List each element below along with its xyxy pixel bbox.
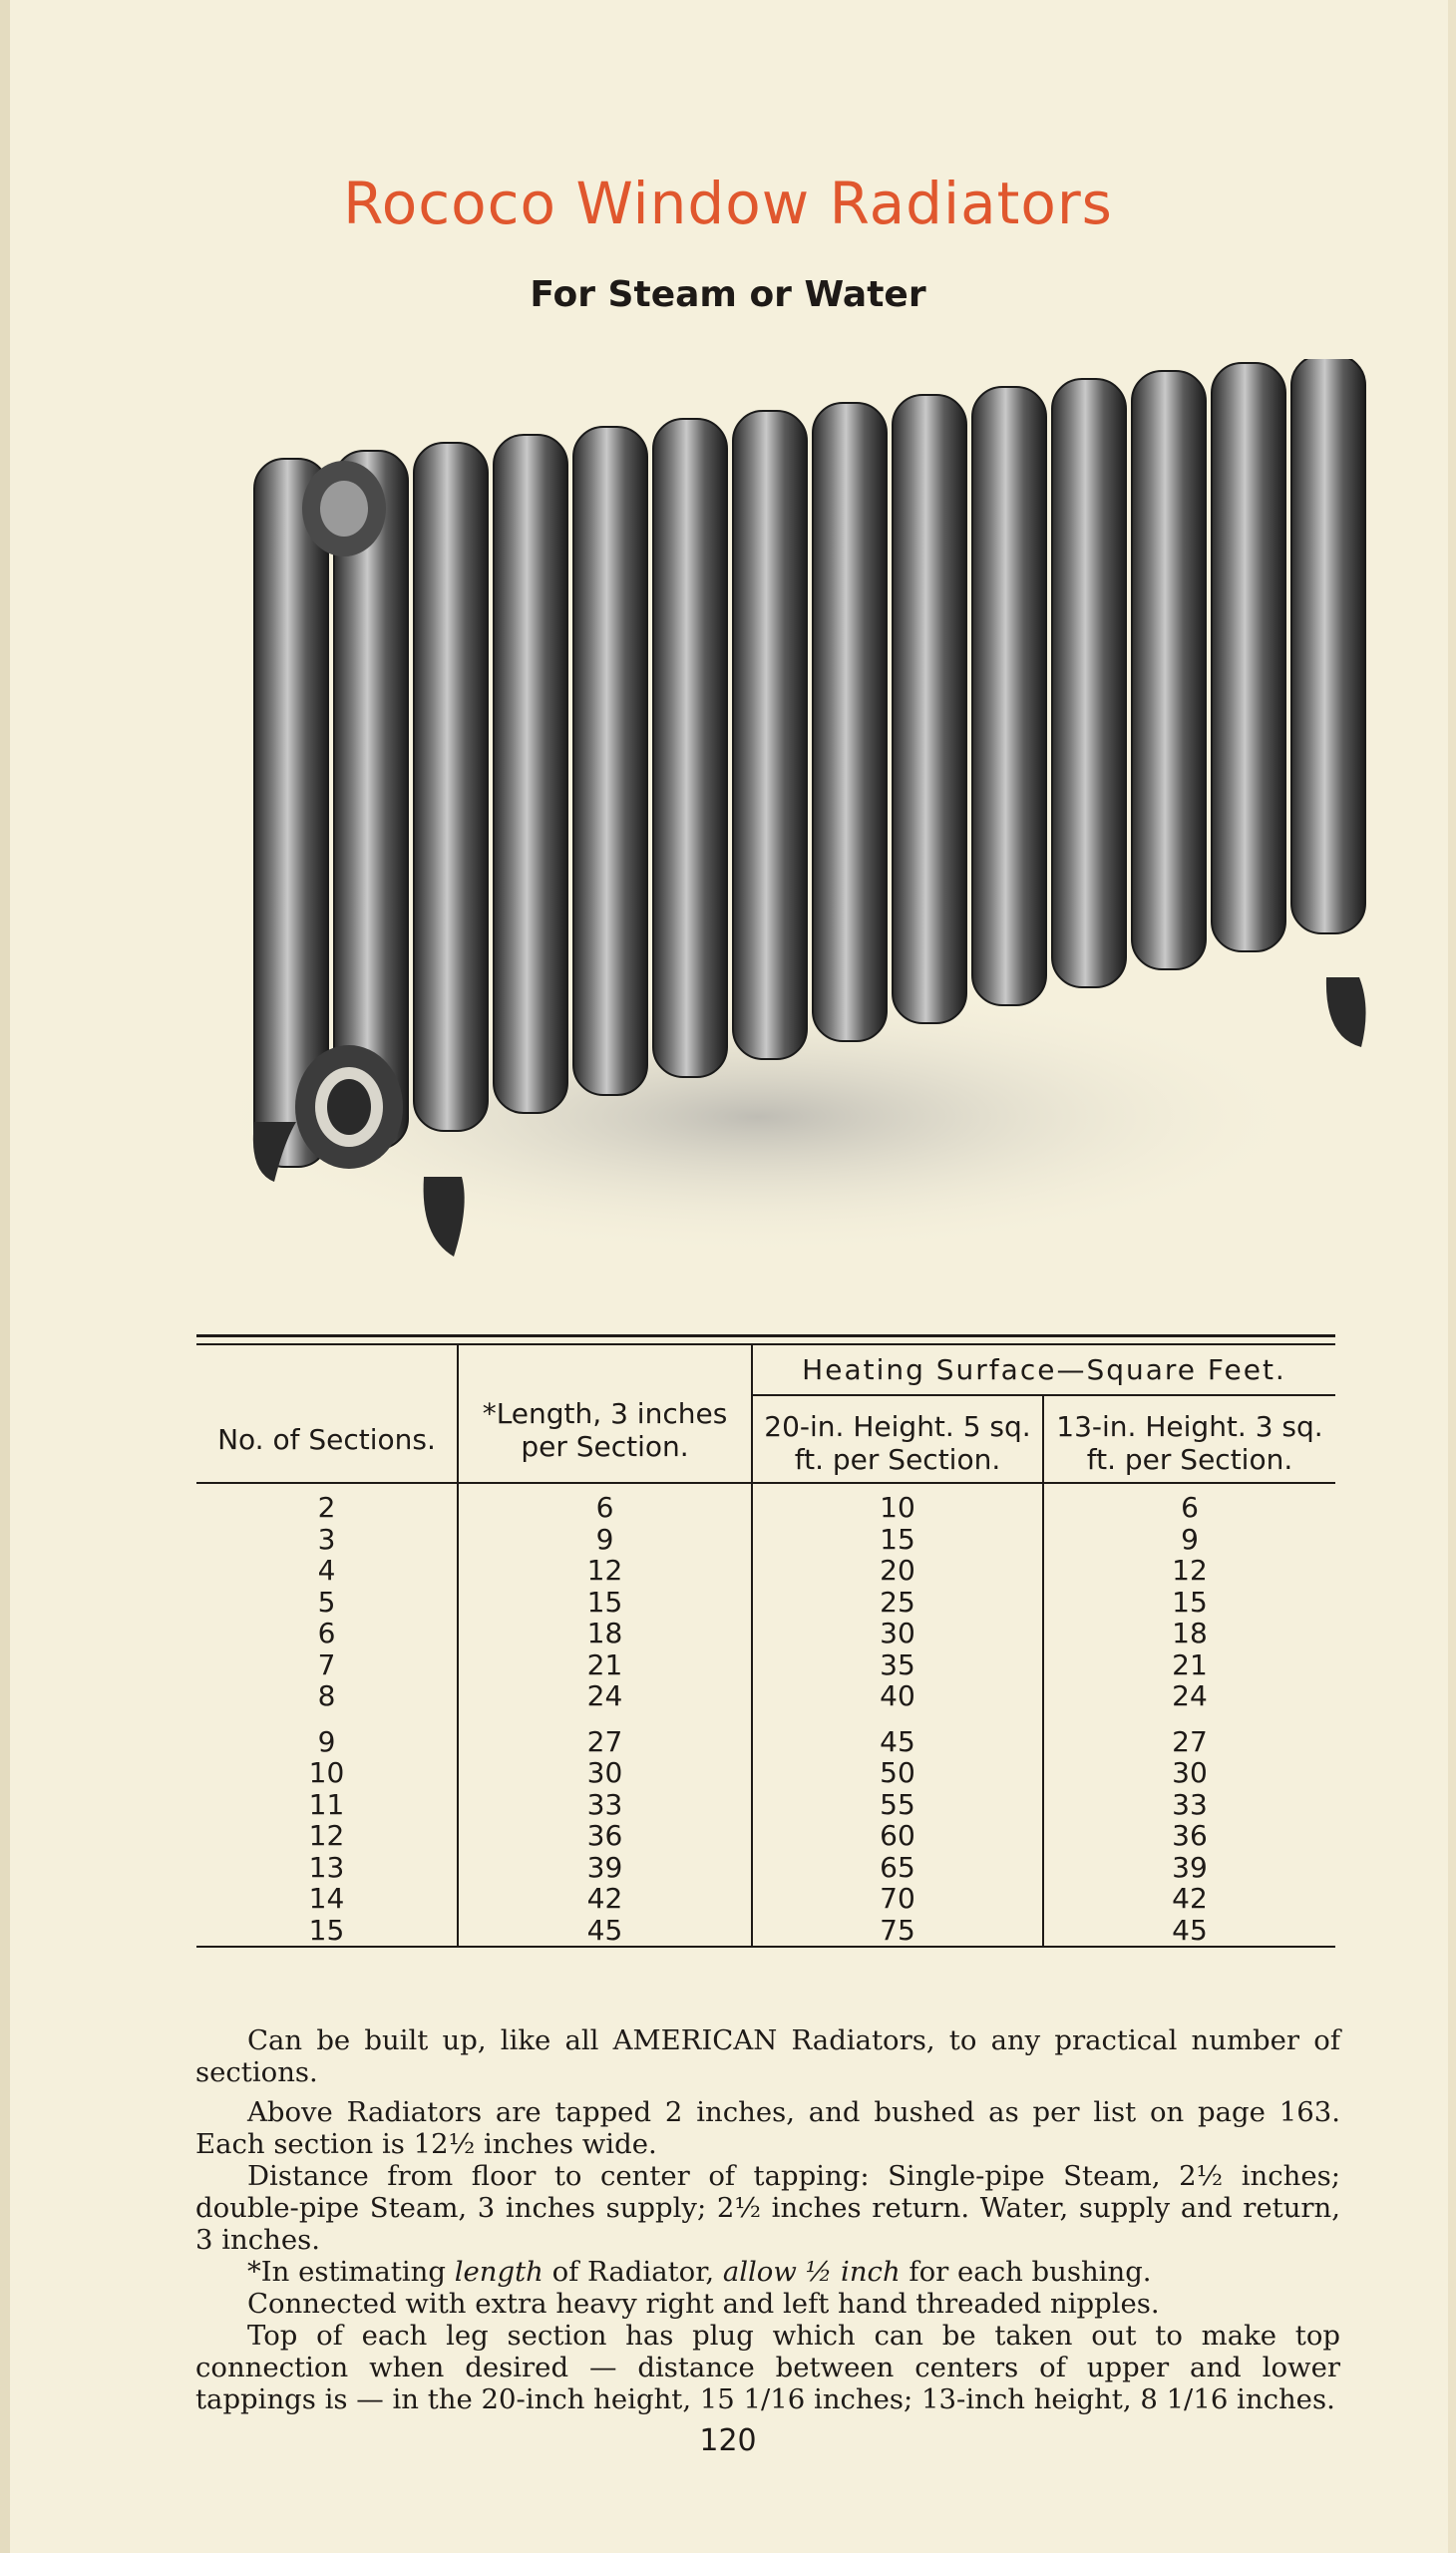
table-row (196, 1789, 1335, 1821)
table-cell: 9 (458, 1524, 752, 1556)
table-row (196, 1618, 1335, 1649)
table-cell: 12 (1172, 1554, 1208, 1587)
table-cell: 13 (196, 1852, 458, 1884)
table-cell: 24 (458, 1680, 752, 1712)
table-cell: 25 (752, 1587, 1043, 1619)
radiator-column (1132, 371, 1206, 969)
table-cell: 7 (196, 1649, 458, 1681)
table-cell: 4 (196, 1555, 458, 1587)
table-row (196, 1483, 1335, 1524)
radiator-column (1052, 379, 1126, 987)
table-cell: 39 (458, 1852, 752, 1884)
table-cell: 50 (752, 1757, 1043, 1789)
radiator-column (1212, 363, 1285, 951)
table-cell: 33 (458, 1789, 752, 1821)
note-nipples: Connected with extra heavy right and left hand threaded nipples. (247, 2288, 1160, 2320)
table-row (196, 1649, 1335, 1681)
table-cell: 12 (458, 1555, 752, 1587)
radiator-column (653, 419, 727, 1077)
radiator-column (1291, 359, 1365, 933)
table-cell: 75 (752, 1915, 1043, 1948)
header-13in: 13-in. Height. 3 sq. ft. per Section. (1043, 1395, 1335, 1483)
notes (195, 2024, 1340, 2415)
table-row (196, 1820, 1335, 1852)
table-cell: 24 (1172, 1679, 1208, 1712)
radiator-column (414, 443, 488, 1131)
page-title: Rococo Window Radiators (343, 170, 1113, 237)
table-cell: 36 (458, 1820, 752, 1852)
table-cell: 15 (458, 1587, 752, 1619)
table-cell: 21 (1172, 1647, 1208, 1681)
table-cell: 42 (458, 1883, 752, 1915)
table-row (196, 1883, 1335, 1915)
table-cell: 27 (1172, 1724, 1208, 1758)
radiator-column (893, 395, 966, 1023)
table-cell: 15 (1172, 1585, 1208, 1619)
table-cell: 6 (196, 1618, 458, 1649)
table-cell: 2 (196, 1483, 458, 1524)
table-cell: 45 (458, 1915, 752, 1948)
valve-bottom (295, 1045, 403, 1169)
table-cell: 9 (1181, 1522, 1199, 1556)
table-cell: 9 (196, 1712, 458, 1758)
sections-table (196, 1334, 1335, 1948)
radiator-illustration (199, 359, 1396, 1276)
table-cell: 40 (752, 1680, 1043, 1712)
table-cell: 42 (1172, 1882, 1208, 1915)
table-cell: 10 (752, 1483, 1043, 1524)
table-cell: 15 (196, 1915, 458, 1948)
table-cell: 60 (752, 1820, 1043, 1852)
header-20in: 20-in. Height. 5 sq. ft. per Section. (752, 1395, 1043, 1483)
page-edge (1448, 0, 1456, 2553)
radiator-column (972, 387, 1046, 1005)
table-cell: 10 (196, 1757, 458, 1789)
table-cell: 3 (196, 1524, 458, 1556)
note-length: *In estimating length of Radiator, allow ½ inch for each bushing. (247, 2256, 1152, 2288)
table-cell: 35 (752, 1649, 1043, 1681)
table-cell: 30 (1172, 1756, 1208, 1789)
note-plug: Top of each leg section has plug which can be taken out to make top connection when desired — distance between centers of upper and lower tappings is — in the 20-inch height, 15 1/16 inches; 13-inch height, 8 1/16 inches. (195, 2320, 1340, 2415)
table-cell: 30 (752, 1618, 1043, 1649)
table-row (196, 1915, 1335, 1948)
table-row (196, 1680, 1335, 1712)
table-cell: 5 (196, 1587, 458, 1619)
table-cell: 12 (196, 1820, 458, 1852)
table-row (196, 1587, 1335, 1619)
table-row (196, 1757, 1335, 1789)
table-cell: 21 (458, 1649, 752, 1681)
table-cell: 18 (458, 1618, 752, 1649)
table-cell: 45 (752, 1712, 1043, 1758)
radiator-column (494, 435, 567, 1113)
note-built-up: Can be built up, like all AMERICAN Radiators, to any practical number of sections. (195, 2024, 1340, 2088)
table-cell: 36 (1172, 1819, 1208, 1852)
header-heating-surface: Heating Surface—Square Feet. (752, 1344, 1335, 1395)
table-cell: 55 (752, 1789, 1043, 1821)
table-cell: 6 (458, 1483, 752, 1524)
radiator-column (573, 427, 647, 1095)
table-cell: 30 (458, 1757, 752, 1789)
table-row (196, 1712, 1335, 1758)
table-cell: 18 (1172, 1617, 1208, 1649)
page-subtitle: For Steam or Water (530, 274, 926, 315)
table-cell: 11 (196, 1789, 458, 1821)
table-cell: 8 (196, 1680, 458, 1712)
table-cell: 14 (196, 1883, 458, 1915)
valve-top (302, 461, 386, 556)
radiator-column (813, 403, 887, 1041)
table-cell: 45 (1043, 1915, 1335, 1948)
note-distance: Distance from floor to center of tapping: Single-pipe Steam, 2½ inches; double-pipe Steam, 3 inches supply; 2½ inches return. Water, supply and return, 3 inches. (195, 2160, 1340, 2256)
header-sections: No. of Sections. (196, 1344, 458, 1483)
radiator-column (733, 411, 807, 1059)
table-cell: 15 (752, 1524, 1043, 1556)
table-row (196, 1852, 1335, 1884)
table-cell: 33 (1172, 1787, 1208, 1821)
table-cell: 20 (752, 1555, 1043, 1587)
table-cell: 6 (1181, 1491, 1199, 1524)
header-length: *Length, 3 inches per Section. (458, 1344, 752, 1483)
table-cell: 27 (458, 1712, 752, 1758)
table-row (196, 1524, 1335, 1556)
table-cell: 39 (1172, 1850, 1208, 1884)
note-tapping: Above Radiators are tapped 2 inches, and bushed as per list on page 163. Each section is 12½ inches wide. (195, 2096, 1340, 2160)
table-cell: 70 (752, 1883, 1043, 1915)
table-cell: 65 (752, 1852, 1043, 1884)
page-edge (0, 0, 10, 2553)
page-number: 120 (699, 2423, 757, 2458)
table-row (196, 1555, 1335, 1587)
